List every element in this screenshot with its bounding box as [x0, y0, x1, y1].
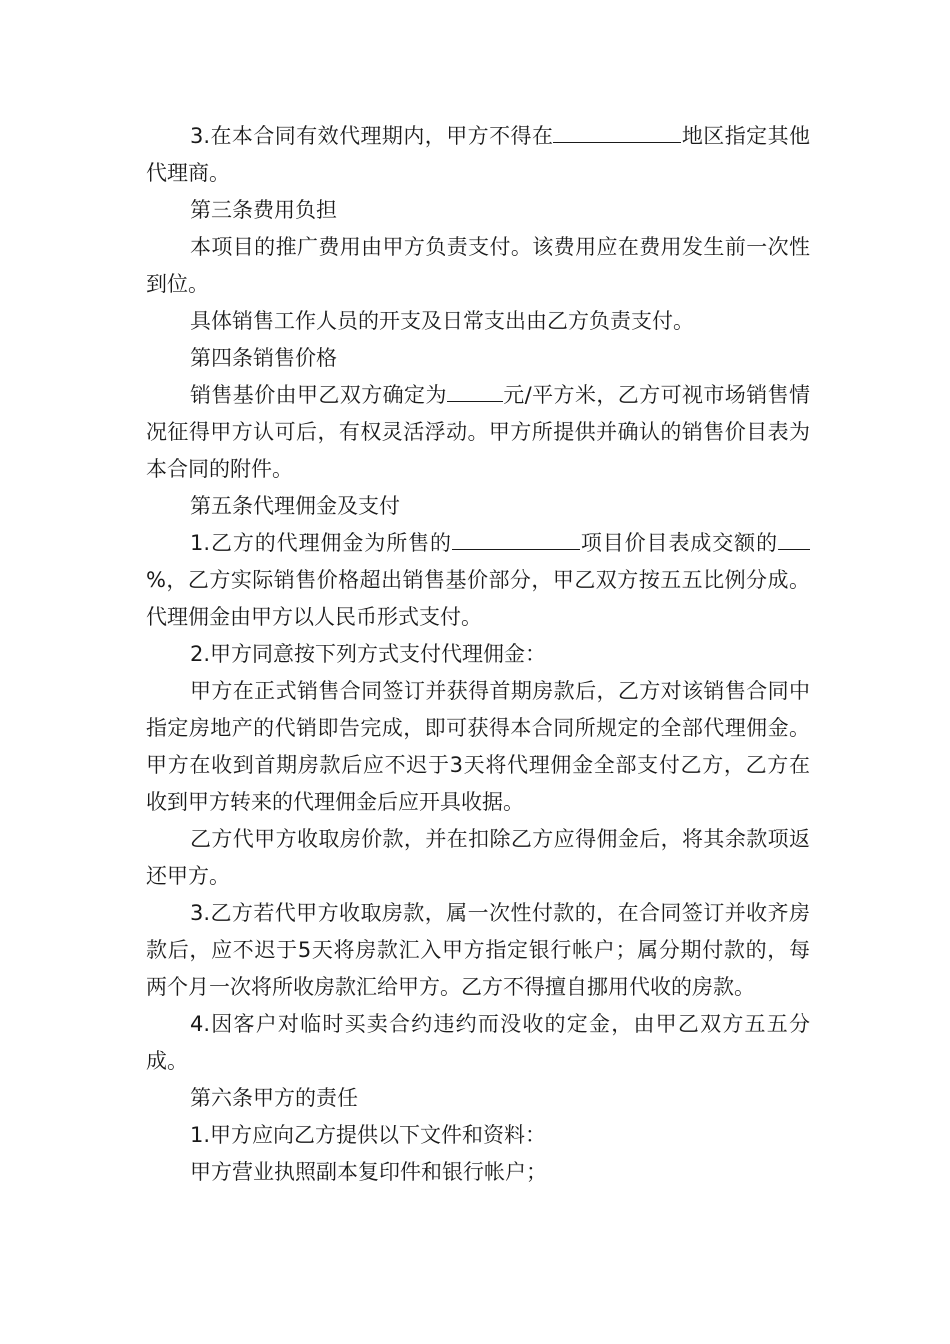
fill-blank-region: [553, 122, 681, 143]
paragraph-deposit-split: 4.因客户对临时买卖合约违约而没收的定金，由甲乙双方五五分成。: [146, 1012, 810, 1073]
paragraph-staff-cost: 具体销售工作人员的开支及日常支出由乙方负责支付。: [190, 309, 694, 333]
paragraph-first-payment: 甲方在正式销售合同签订并获得首期房款后，乙方对该销售合同中指定房地产的代销即告完成，即可获得本合同所规定的全部代理佣金。甲方在收到首期房款后应不迟于3天将代理佣金全部支付乙方，乙方在收到甲方转来的代理佣金后应开具收据。: [146, 679, 810, 814]
paragraph-payment-method: 2.甲方同意按下列方式支付代理佣金：: [190, 642, 547, 666]
text-segment: 销售基价由甲乙双方确定为: [190, 383, 447, 407]
heading-article-6: 第六条甲方的责任: [190, 1086, 358, 1110]
fill-blank-price: [447, 381, 503, 402]
paragraph-collect-payment: 3.乙方若代甲方收取房款，属一次性付款的，在合同签订并收齐房款后，应不迟于5天将房款汇入甲方指定银行帐户；属分期付款的，每两个月一次将所收房款汇给甲方。乙方不得擅自挪用代收的房款。: [146, 901, 810, 999]
paragraph-clause-2-3: [146, 118, 810, 192]
paragraph-base-price: [146, 377, 810, 488]
fill-blank-project: [452, 529, 580, 550]
paragraph-promotion-cost: 本项目的推广费用由甲方负责支付。该费用应在费用发生前一次性到位。: [146, 235, 810, 296]
text-segment: 元/平方米，乙方可视市场销售情况征得甲方认可后，有权灵活浮动。甲方所提供并确认的销售价目表为本合同的附件。: [146, 383, 811, 481]
text-segment: %，乙方实际销售价格超出销售基价部分，甲乙双方按五五比例分成。代理佣金由甲方以人民币形式支付。: [146, 568, 810, 629]
fill-blank-percent-a: [778, 529, 790, 550]
fill-blank-percent-b: [790, 529, 810, 550]
text-segment: 项目价目表成交额的: [579, 531, 778, 555]
text-segment: 地区指定其他代理商。: [146, 124, 811, 185]
heading-article-3: 第三条费用负担: [190, 198, 337, 222]
paragraph-collect-price: 乙方代甲方收取房价款，并在扣除乙方应得佣金后，将其余款项返还甲方。: [146, 827, 810, 888]
contract-body: [146, 118, 810, 1191]
paragraph-documents: 1.甲方应向乙方提供以下文件和资料：: [190, 1123, 547, 1147]
heading-article-4: 第四条销售价格: [190, 346, 337, 370]
heading-article-5: 第五条代理佣金及支付: [190, 494, 400, 518]
paragraph-commission-rate: [146, 525, 810, 636]
paragraph-business-license: 甲方营业执照副本复印件和银行帐户；: [190, 1160, 547, 1184]
text-segment: 1.乙方的代理佣金为所售的: [190, 531, 452, 555]
text-segment: 3.在本合同有效代理期内，甲方不得在: [190, 124, 554, 148]
